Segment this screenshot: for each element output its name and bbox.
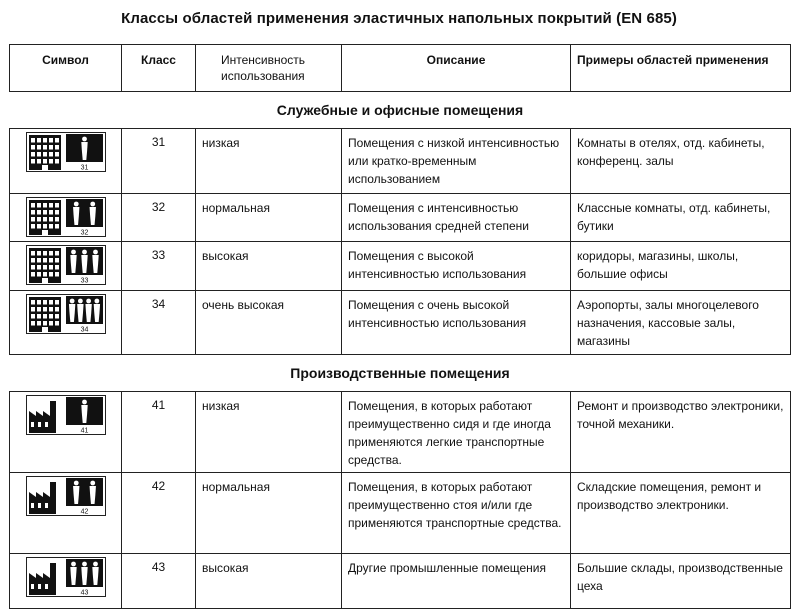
table-row — [10, 129, 791, 194]
section-title: Служебные и офисные помещения — [10, 92, 791, 129]
symbol-cell — [10, 242, 122, 291]
class-cell: 33 — [122, 242, 196, 291]
header-examples: Примеры областей применения — [571, 45, 791, 92]
symbol-cell — [10, 392, 122, 473]
class-cell: 43 — [122, 554, 196, 609]
icon-class-label: 32 — [80, 229, 89, 237]
header-class: Класс — [122, 45, 196, 92]
header-description: Описание — [342, 45, 571, 92]
class-cell: 42 — [122, 473, 196, 554]
icon-class-label: 34 — [80, 326, 89, 334]
office-class-icon — [26, 197, 106, 237]
factory-class-icon — [26, 476, 106, 516]
examples-cell: Складские помещения, ремонт и производство электроники. — [571, 473, 791, 554]
examples-cell: Комнаты в отелях, отд. кабинеты, конференц. залы — [571, 129, 791, 194]
people-icon — [66, 199, 103, 227]
intensity-cell: нормальная — [196, 194, 342, 242]
description-cell: Другие промышленные помещения — [342, 554, 571, 609]
header-row — [10, 45, 791, 92]
icon-class-label: 43 — [80, 589, 89, 597]
people-icon — [66, 134, 103, 162]
intensity-cell: очень высокая — [196, 291, 342, 355]
description-cell: Помещения с интенсивностью использования средней степени — [342, 194, 571, 242]
office-building-icon — [29, 200, 61, 235]
description-cell: Помещения, в которых работают преимущественно сидя и где иногда применяются легкие транспортные средства. — [342, 392, 571, 473]
office-building-icon — [29, 135, 61, 170]
table-row — [10, 242, 791, 291]
symbol-cell — [10, 194, 122, 242]
intensity-cell: нормальная — [196, 473, 342, 554]
section-header-row — [10, 92, 791, 129]
office-building-icon — [29, 248, 61, 283]
table-row — [10, 473, 791, 554]
icon-class-label: 33 — [80, 277, 89, 285]
section-header-row — [10, 355, 791, 392]
table-row — [10, 392, 791, 473]
office-class-icon — [26, 245, 106, 285]
people-icon — [66, 397, 103, 425]
header-symbol: Символ — [10, 45, 122, 92]
symbol-cell — [10, 473, 122, 554]
table-row — [10, 194, 791, 242]
symbol-cell — [10, 291, 122, 355]
intensity-cell: высокая — [196, 242, 342, 291]
table-row — [10, 554, 791, 609]
factory-class-icon — [26, 395, 106, 435]
people-icon — [66, 559, 103, 587]
examples-cell: Классные комнаты, отд. кабинеты, бутики — [571, 194, 791, 242]
description-cell: Помещения с очень высокой интенсивностью использования — [342, 291, 571, 355]
symbol-cell — [10, 554, 122, 609]
office-class-icon — [26, 294, 106, 334]
intensity-cell: высокая — [196, 554, 342, 609]
icon-class-label: 41 — [80, 427, 89, 435]
examples-cell: коридоры, магазины, школы, большие офисы — [571, 242, 791, 291]
people-icon — [66, 296, 103, 324]
factory-class-icon — [26, 557, 106, 597]
office-class-icon — [26, 132, 106, 172]
people-icon — [66, 247, 103, 275]
header-intensity: Интенсивность использования — [196, 45, 342, 92]
icon-class-label: 31 — [80, 164, 89, 172]
examples-cell: Большие склады, производственные цеха — [571, 554, 791, 609]
class-cell: 41 — [122, 392, 196, 473]
description-cell: Помещения с высокой интенсивностью использования — [342, 242, 571, 291]
icon-class-label: 42 — [80, 508, 89, 516]
class-cell: 31 — [122, 129, 196, 194]
classification-table — [9, 44, 791, 609]
class-cell: 34 — [122, 291, 196, 355]
symbol-cell — [10, 129, 122, 194]
people-icon — [66, 478, 103, 506]
table-row — [10, 291, 791, 355]
examples-cell: Аэропорты, залы многоцелевого назначения, кассовые залы, магазины — [571, 291, 791, 355]
description-cell: Помещения с низкой интенсивностью или кратко-временным использованием — [342, 129, 571, 194]
office-building-icon — [29, 297, 61, 332]
intensity-cell: низкая — [196, 392, 342, 473]
section-title: Производственные помещения — [10, 355, 791, 392]
page-title: Классы областей применения эластичных напольных покрытий (EN 685) — [121, 10, 677, 27]
description-cell: Помещения, в которых работают преимущественно стоя и/или где применяются транспортные средства. — [342, 473, 571, 554]
intensity-cell: низкая — [196, 129, 342, 194]
class-cell: 32 — [122, 194, 196, 242]
examples-cell: Ремонт и производство электроники, точной механики. — [571, 392, 791, 473]
